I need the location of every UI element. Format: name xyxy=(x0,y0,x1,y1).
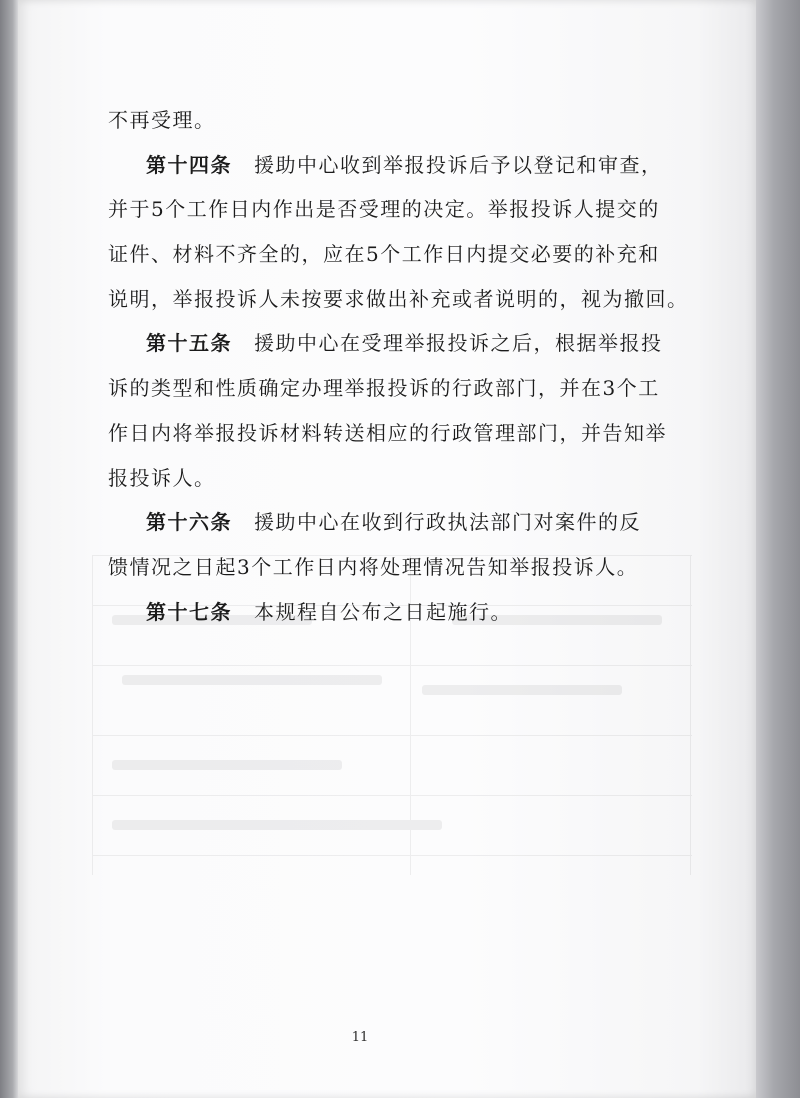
article-15-heading-line xyxy=(108,321,663,366)
text-line: 不再受理。 xyxy=(108,108,216,132)
text-line: 援助中心收到举报投诉后予以登记和审查， xyxy=(254,152,663,177)
text-line: 说明，举报投诉人未按要求做出补充或者说明的，视为撤回。 xyxy=(108,286,689,311)
text-line: 作日内将举报投诉材料转送相应的行政管理部门，并告知举 xyxy=(108,420,667,445)
article-number: 第十七条 xyxy=(146,599,232,624)
article-17-heading-line xyxy=(108,590,648,635)
right-page-edge xyxy=(756,0,800,1098)
text-line: 诉的类型和性质确定办理举报投诉的行政部门，并在3个工 xyxy=(108,376,660,401)
text-line: 馈情况之日起3个工作日内将处理情况告知举报投诉人。 xyxy=(108,554,639,579)
article-number: 第十六条 xyxy=(146,510,232,535)
text-line: 本规程自公布之日起施行。 xyxy=(254,599,512,624)
text-line: 援助中心在受理举报投诉之后，根据举报投 xyxy=(254,331,663,356)
page-number: 11 xyxy=(351,1030,369,1045)
text-line: 报投诉人。 xyxy=(108,465,216,490)
text-line: 援助中心在收到行政执法部门对案件的反 xyxy=(254,510,641,535)
article-14-heading-line xyxy=(108,143,663,188)
left-page-shadow xyxy=(0,0,18,1098)
article-number: 第十五条 xyxy=(146,331,232,356)
paragraph-continuation xyxy=(108,98,648,143)
document-body xyxy=(108,98,689,634)
text-line: 证件、材料不齐全的，应在5个工作日内提交必要的补充和 xyxy=(108,242,660,267)
article-16-heading-line xyxy=(108,500,648,545)
article-number: 第十四条 xyxy=(146,152,232,177)
text-line: 并于5个工作日内作出是否受理的决定。举报投诉人提交的 xyxy=(108,197,660,222)
